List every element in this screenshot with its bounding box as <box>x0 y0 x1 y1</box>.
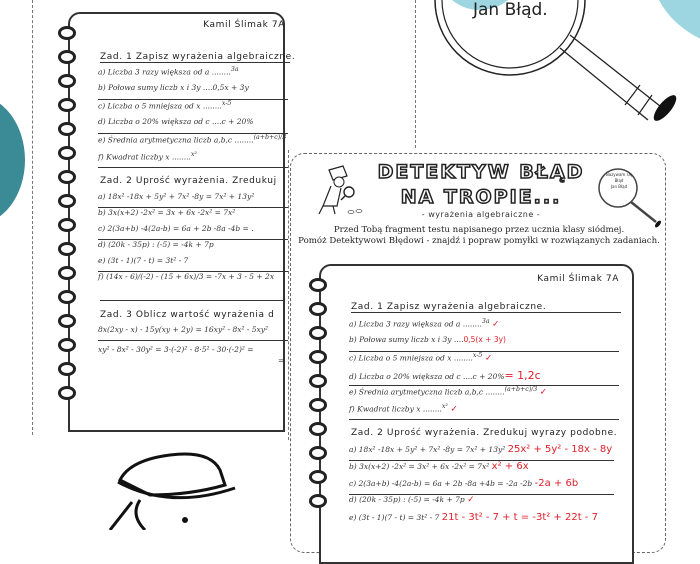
check-mark-icon: ✓ <box>467 495 475 505</box>
magnifier-caption: Jan Błąd. <box>473 0 548 20</box>
task1-item-e: e) Średnia arytmetyczna liczb a,b,c ........$^{(a+b+c)/3}$ <box>98 134 287 145</box>
ws-task1-item-f: f) Kwadrat liczby x ........$^{x^2}$ ✓ <box>349 403 619 420</box>
task2-item-a: a) 18x² -18x + 5y² + 7x² -8y = 7x² + 13y² <box>98 192 288 208</box>
teal-decor-circle <box>0 95 25 225</box>
correction-text: x² + 6x <box>491 461 529 472</box>
task3-title: Zad. 3 Oblicz wartość wyrażenia d <box>100 310 275 320</box>
task1-item-a: a) Liczba 3 razy większa od a ........$^{3a}$ <box>98 66 239 77</box>
ws-task2-item-e: e) (3t - 1)(7 - t) = 3t² - 7 21t - 3t² - 7 + t = -3t² + 22t - 7 <box>349 512 598 523</box>
detective-illustration-icon <box>70 440 270 530</box>
student-name: Kamil Ślimak 7A <box>203 20 285 30</box>
ws-task1-item-e: e) Średnia arytmetyczna liczb a,b,c ........$^{(a+b+c)/3}$ ✓ <box>349 386 548 398</box>
divider <box>100 300 285 301</box>
task3-line-2: xy² - 8x² - 30y² = 3·(-2)² - 8·5² - 30·(-2)² = <box>98 345 254 354</box>
left-notebook-page <box>68 12 296 432</box>
task1-title: Zad. 1 Zapisz wyrażenia algebraiczne. <box>100 52 296 62</box>
ws-task1-title: Zad. 1 Zapisz wyrażenia algebraiczne. <box>351 302 621 313</box>
task2-item-c: c) 2(3a+b) -4(2a-b) = 6a + 2b -8a -4b = . <box>98 224 288 240</box>
worksheet-title-line1: DETEKTYW BŁĄD <box>377 161 585 183</box>
task2-item-d: d) (20k - 35p) : (-5) = -4k + 7p <box>98 240 214 249</box>
notebook-rings <box>58 26 76 410</box>
task2-item-f: f) (14x - 6)/(-2) - (15 + 6x)/3 = -7x + 3 - 5 + 2x <box>98 272 275 281</box>
worksheet-notebook-page <box>319 264 634 564</box>
card-border-mid <box>415 0 416 148</box>
task1-item-c: c) Liczba o 5 mniejsza od x ........$^{x-5}$ <box>98 100 232 111</box>
correction-text: = 1,2c <box>504 369 541 382</box>
task2-item-e: e) (3t - 1)(7 - t) = 3t² - 7 <box>98 256 288 272</box>
correction-text: 25x² + 5y² - 18x - 8y <box>507 444 613 455</box>
check-mark-icon: ✓ <box>484 353 493 364</box>
check-mark-icon: ✓ <box>539 387 548 398</box>
ws-task2-item-d: d) (20k - 35p) : (-5) = -4k + 7p ✓ <box>349 495 475 505</box>
badge-text: Nazywam się Błąd Jan Błąd <box>605 172 633 189</box>
check-mark-icon: ✓ <box>450 404 458 415</box>
task1-item-d: d) Liczba o 20% większa od c ....c + 20% <box>98 117 288 134</box>
ws-task2-title: Zad. 2 Uprość wyrażenia. Zredukuj wyrazy podobne. <box>351 428 618 438</box>
task1-item-f: f) Kwadrat liczby x ........$^{x^2}$ <box>98 151 288 168</box>
ws-task2-item-b: b) 3x(x+2) -2x² = 3x² + 6x -2x² = 7x² x² + 6x <box>349 461 529 472</box>
notebook-rings <box>309 278 327 518</box>
task1-item-b: b) Połowa sumy liczb x i 3y ....0,5x + 3y <box>98 83 288 100</box>
correction-text: -2a + 6b <box>534 478 579 489</box>
card-border-mid-lower <box>288 150 289 440</box>
worksheet-title-line2: NA TROPIE... <box>400 186 562 208</box>
ws-task2-item-c: c) 2(3a+b) -4(2a-b) = 6a + 2b -8a +4b = -2a -2b -2a + 6b <box>349 478 614 495</box>
intro-line-1: Przed Tobą fragment testu napisanego przez ucznia klasy siódmej. <box>333 225 625 235</box>
intro-line-2: Pomóż Detektywowi Błędowi - znajdź i popraw pomyłki w rozwiązanych zadaniach. <box>298 236 660 246</box>
ws-task2-item-a: a) 18x² -18x + 5y² + 7x² -8y = 7x² + 13y² 25x² + 5y² - 18x - 8y <box>349 444 614 461</box>
check-mark-icon: ✓ <box>491 319 500 330</box>
ws-task1-item-a: a) Liczba 3 razy większa od a ........$^{3a}$ ✓ <box>349 318 500 330</box>
correction-text: 21t - 3t² - 7 + t = -3t² + 22t - 7 <box>441 512 598 523</box>
task3-line-3: = <box>278 356 285 365</box>
detective-worksheet <box>290 153 666 553</box>
task2-title: Zad. 2 Uprość wyrażenia. Zredukuj <box>100 176 277 186</box>
ws-task2-list <box>349 444 649 529</box>
worksheet-subtitle: - wyrażenia algebraiczne - <box>421 210 541 219</box>
task2-item-b: b) 3x(x+2) -2x² = 3x + 6x -2x² = 7x² <box>98 208 236 217</box>
magnifier-icon <box>430 0 700 130</box>
ws-task1-item-b: b) Połowa sumy liczb x i 3y ....0,5(x + 3y) <box>349 335 619 352</box>
ws-task1-item-c: c) Liczba o 5 mniejsza od x ........$^{x-5}$ ✓ <box>349 352 493 364</box>
ws-task1-item-d: d) Liczba o 20% większa od c ....c + 20%= 1,2c <box>349 369 619 386</box>
task3-line-1: 8x(2xy - x) - 15y(xy + 2y) = 16xy² - 8x² - 5xy² <box>98 325 288 341</box>
card-border-left <box>32 0 33 435</box>
detective-small-icon <box>309 162 364 217</box>
task1-list <box>98 66 288 168</box>
task2-list <box>98 192 288 290</box>
ws-task1-list <box>349 318 619 420</box>
student-name: Kamil Ślimak 7A <box>537 274 619 284</box>
